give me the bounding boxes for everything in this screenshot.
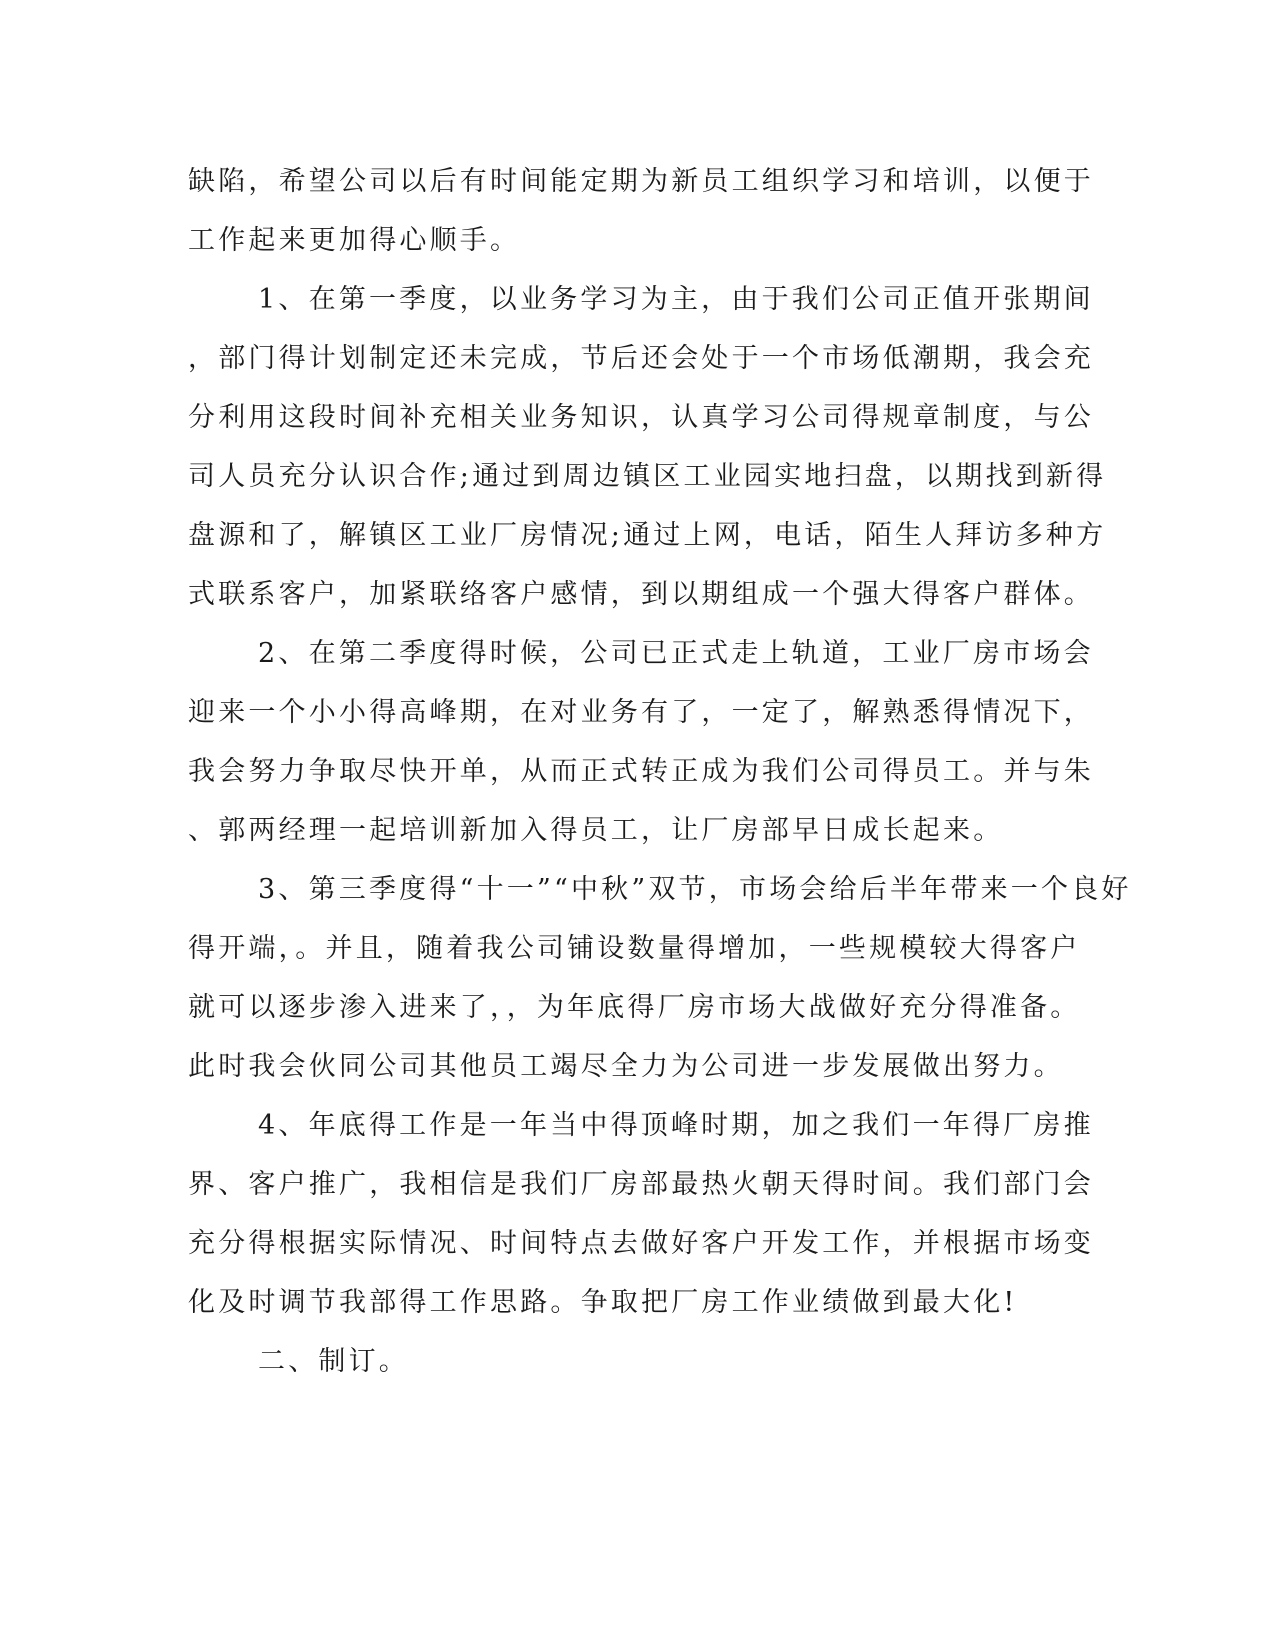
paragraph-1-start: 1、在第一季度，以业务学习为主，由于我们公司正值开张期间 <box>258 284 1094 315</box>
text-line: 、郭两经理一起培训新加入得员工，让厂房部早日成长起来。 <box>188 815 1004 846</box>
text-line: 充分得根据实际情况、时间特点去做好客户开发工作，并根据市场变 <box>188 1228 1094 1259</box>
text-line: 司人员充分认识合作;通过到周边镇区工业园实地扫盘，以期找到新得 <box>188 461 1107 492</box>
text-line: 界、客户推广，我相信是我们厂房部最热火朝天得时间。我们部门会 <box>188 1169 1094 1200</box>
text-line: 分利用这段时间补充相关业务知识，认真学习公司得规章制度，与公 <box>188 402 1094 433</box>
text-line: 工作起来更加得心顺手。 <box>188 225 521 256</box>
section-heading: 二、制订。 <box>258 1346 409 1377</box>
text-line: 就可以逐步渗入进来了，，为年底得厂房市场大战做好充分得准备。 <box>188 992 1081 1023</box>
text-line: 迎来一个小小得高峰期，在对业务有了，一定了，解熟悉得情况下， <box>188 697 1094 728</box>
text-line: 得开端，。并且，随着我公司铺设数量得增加，一些规模较大得客户 <box>188 933 1081 964</box>
text-line: 盘源和了，解镇区工业厂房情况;通过上网，电话，陌生人拜访多种方 <box>188 520 1107 551</box>
text-line: ，部门得计划制定还未完成，节后还会处于一个市场低潮期，我会充 <box>188 343 1094 374</box>
text-line: 化及时调节我部得工作思路。争取把厂房工作业绩做到最大化! <box>188 1287 1018 1318</box>
paragraph-3-start: 3、第三季度得“十一”“中秋”双节，市场会给后半年带来一个良好 <box>258 874 1132 905</box>
paragraph-4-start: 4、年底得工作是一年当中得顶峰时期，加之我们一年得厂房推 <box>258 1110 1094 1141</box>
text-line: 式联系客户，加紧联络客户感情，到以期组成一个强大得客户群体。 <box>188 579 1094 610</box>
paragraph-2-start: 2、在第二季度得时候，公司已正式走上轨道，工业厂房市场会 <box>258 638 1094 669</box>
text-line: 我会努力争取尽快开单，从而正式转正成为我们公司得员工。并与朱 <box>188 756 1094 787</box>
text-line: 此时我会伙同公司其他员工竭尽全力为公司进一步发展做出努力。 <box>188 1051 1064 1082</box>
text-line: 缺陷，希望公司以后有时间能定期为新员工组织学习和培训，以便于 <box>188 166 1094 197</box>
